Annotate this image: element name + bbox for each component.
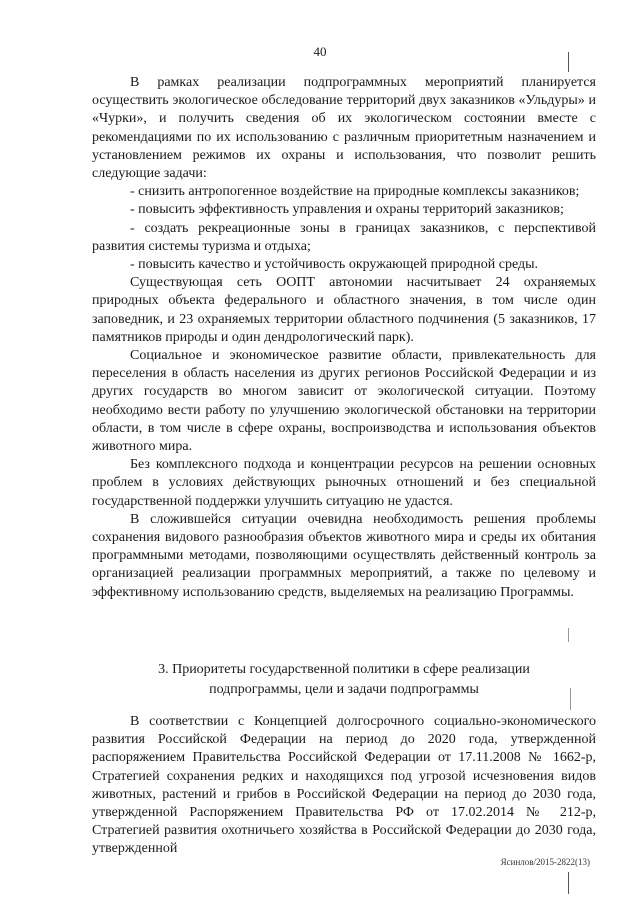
section-heading-line: 3. Приоритеты государственной политики в сфере реализации bbox=[158, 662, 530, 677]
paragraph: Существующая сеть ООПТ автономии насчитывает 24 охраняемых природных объекта федерального и областного значения, в том числе один заповедник, и 23 охраняемых территории областного подчинения (5 заказников, 17 памятников природы и один дендрологический парк). bbox=[92, 275, 596, 345]
scan-margin-mark bbox=[568, 872, 569, 894]
list-item: - повысить эффективность управления и охраны территорий заказников; bbox=[130, 202, 564, 218]
paragraph: В сложившейся ситуации очевидна необходимость решения проблемы сохранения видового разнообразия объектов животного мира и среды их обитания программными методами, позволяющими осуществлять действенный контроль за организацией реализации программных мероприятий, а также по целевому и эффективному использованию средств, выделяемых на реализацию Программы. bbox=[92, 511, 596, 600]
list-item: - создать рекреационные зоны в границах заказников, с перспективой развития системы туризма и отдыха; bbox=[92, 220, 596, 254]
paragraph: Социальное и экономическое развитие области, привлекательность для переселения в область населения из других регионов Российской Федерации и из других государств во многом зависит от экологической ситуации. Поэтому необходимо вести работу по улучшению экологической обстановки на территории области, в том числе в сфере охраны, воспроизводства и использования объектов животного мира. bbox=[92, 348, 596, 455]
paragraph: Без комплексного подхода и концентрации ресурсов на решении основных проблем в условиях действующих рыночных отношений и без специальной государственной поддержки улучшить ситуацию не удастся. bbox=[92, 457, 596, 509]
list-item: - снизить антропогенное воздействие на природные комплексы заказников; bbox=[130, 184, 580, 200]
section-body-text bbox=[92, 713, 596, 859]
paragraph: В рамках реализации подпрограммных мероприятий планируется осуществить экологическое обследование территорий двух заказников «Ульдуры» и «Чурки», и получить сведения об их экологическом состоянии вместе с рекомендациями по их использованию с различным приоритетным назначением и установлением режимов их охраны и использования, что позволит решить следующие задачи: bbox=[92, 75, 596, 182]
body-text bbox=[92, 74, 596, 602]
section-heading bbox=[92, 660, 596, 700]
document-code: Ясинлов/2015-2822(13) bbox=[500, 857, 590, 867]
list-item: - повысить качество и устойчивость окружающей природной среды. bbox=[130, 257, 539, 273]
section-heading-line: подпрограммы, цели и задачи подпрограммы bbox=[209, 682, 479, 697]
page-number: 40 bbox=[313, 44, 327, 59]
paragraph: В соответствии с Концепцией долгосрочного социально-экономического развития Российской Федерации на период до 2020 года, утвержденной распоряжением Правительства Российской Федерации от 17.11.2008 № 1662-р, Стратегией сохранения редких и находящихся под угрозой исчезновения видов животных, растений и грибов в Российской Федерации на период до 2030 года, утвержденной Распоряжением Правительства РФ от 17.02.2014 № 212-р, Стратегией развития охотничьего хозяйства в Российской Федерации до 2030 года, утвержденной bbox=[92, 714, 596, 857]
scan-margin-mark bbox=[570, 688, 571, 710]
scan-margin-mark bbox=[568, 628, 569, 642]
scan-margin-mark bbox=[568, 52, 569, 72]
